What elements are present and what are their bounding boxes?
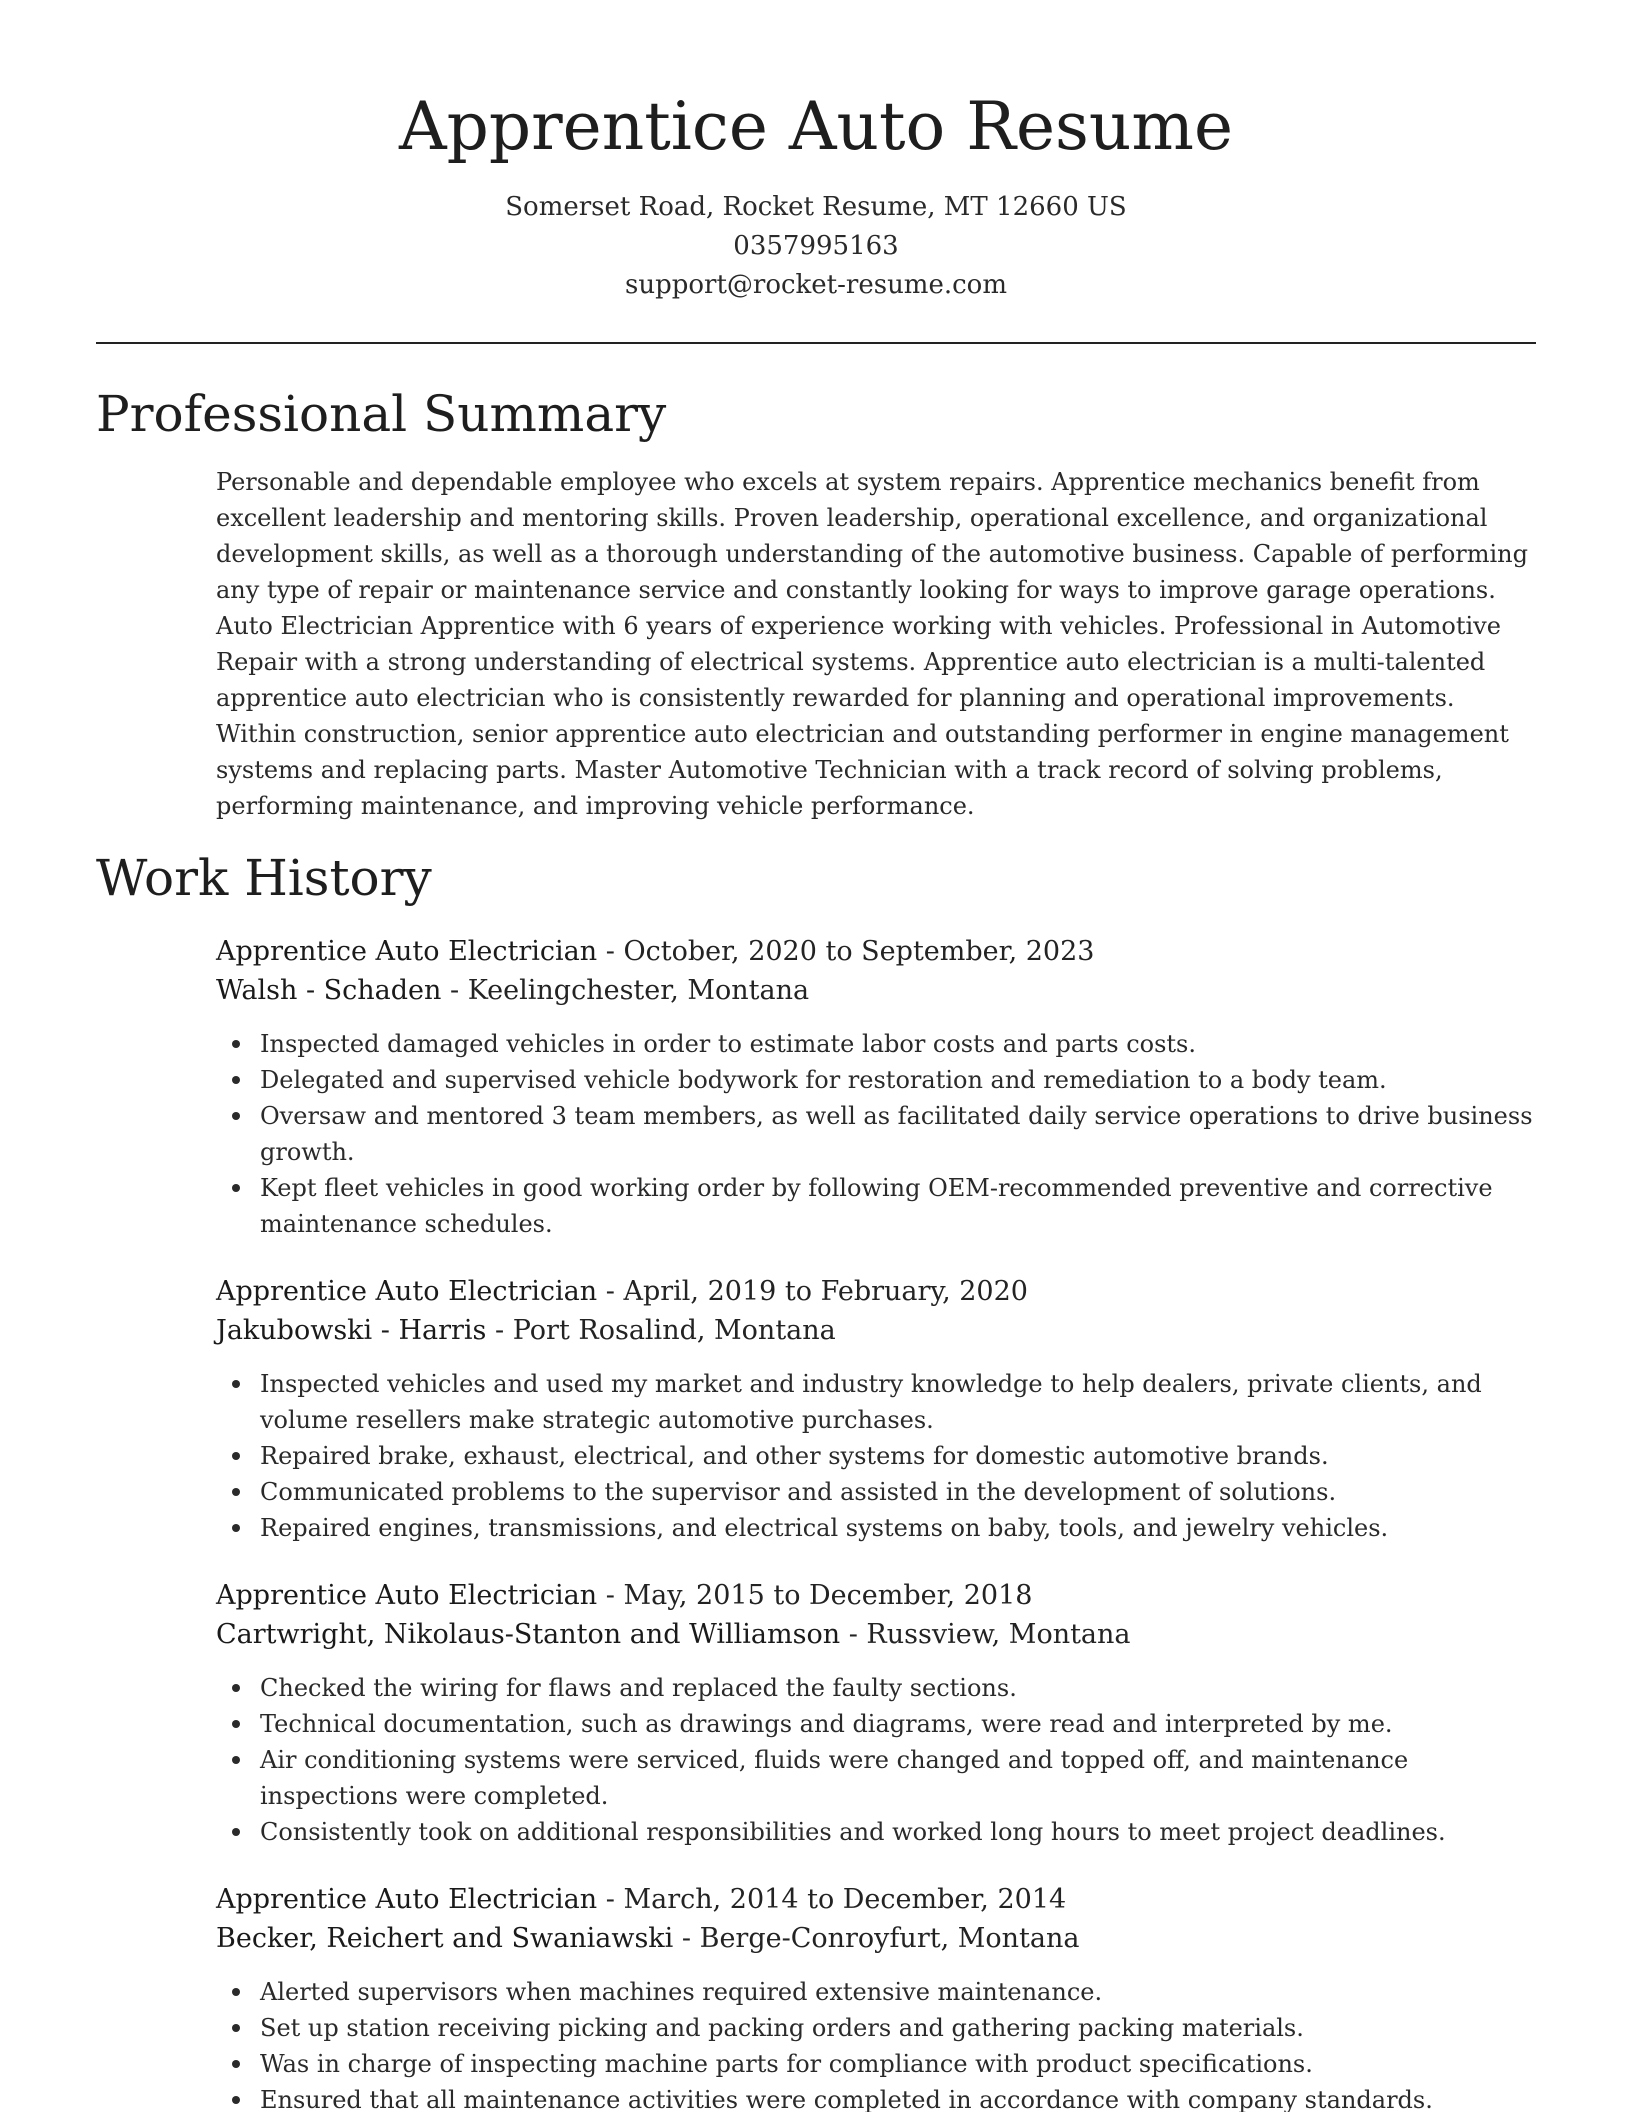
job-entry: [216, 1576, 1536, 1850]
summary-heading: Professional Summary: [96, 385, 667, 443]
job-role: Apprentice Auto Electrician: [216, 1884, 598, 1915]
job-role-line: [216, 932, 1536, 971]
job-bullet: Inspected vehicles and used my market and industry knowledge to help dealers, private clients, and volume resellers make strategic automotive purchases.: [216, 1366, 1536, 1438]
job-role: Apprentice Auto Electrician: [216, 1276, 598, 1307]
separator: -: [597, 1580, 624, 1611]
job-company-line: [216, 1615, 1536, 1654]
job-role-line: [216, 1272, 1536, 1311]
job-bullets: [216, 1670, 1536, 1850]
job-dates: May, 2015 to December, 2018: [623, 1580, 1033, 1611]
job-bullet: Inspected damaged vehicles in order to estimate labor costs and parts costs.: [216, 1026, 1536, 1062]
job-role: Apprentice Auto Electrician: [216, 936, 598, 967]
resume-title: Apprentice Auto Resume: [398, 88, 1234, 165]
job-bullet: Set up station receiving picking and packing orders and gathering packing materials.: [216, 2010, 1536, 2046]
job-bullet: Repaired engines, transmissions, and electrical systems on baby, tools, and jewelry vehicles.: [216, 1510, 1536, 1546]
job-dates: April, 2019 to February, 2020: [623, 1276, 1028, 1307]
separator: -: [597, 1276, 624, 1307]
job-bullet: Ensured that all maintenance activities were completed in accordance with company standards.: [216, 2082, 1536, 2112]
job-company: Becker, Reichert and Swaniawski: [216, 1923, 674, 1954]
separator: -: [441, 975, 468, 1006]
job-role: Apprentice Auto Electrician: [216, 1580, 598, 1611]
summary-text: Personable and dependable employee who excels at system repairs. Apprentice mechanics benefit from excellent leadership and mentoring skills. Proven leadership, operational excellence, and organizational development skills, as well as a thorough understanding of the automotive business. Capable of performing any type of repair or maintenance service and constantly looking for ways to improve garage operations. Auto Electrician Apprentice with 6 years of experience working with vehicles. Professional in Automotive Repair with a strong understanding of electrical systems. Apprentice auto electrician is a multi-talented apprentice auto electrician who is consistently rewarded for planning and operational improvements. Within construction, senior apprentice auto electrician and outstanding performer in engine management systems and replacing parts. Master Automotive Technician with a track record of solving problems, performing maintenance, and improving vehicle performance.: [216, 468, 1528, 820]
contact-address: Somerset Road, Rocket Resume, MT 12660 US: [505, 192, 1127, 222]
job-location: Russview, Montana: [866, 1619, 1131, 1650]
job-role-line: [216, 1576, 1536, 1615]
job-dates: October, 2020 to September, 2023: [623, 936, 1095, 967]
job-bullets: [216, 1026, 1536, 1242]
job-company-line: [216, 1311, 1536, 1350]
job-location: Keelingchester, Montana: [467, 975, 810, 1006]
separator: -: [486, 1315, 513, 1346]
job-bullet: Was in charge of inspecting machine parts for compliance with product specifications.: [216, 2046, 1536, 2082]
work-history-heading: Work History: [96, 849, 432, 907]
job-company: Cartwright, Nikolaus-Stanton and Williamson: [216, 1619, 841, 1650]
job-entry: [216, 1272, 1536, 1546]
separator: -: [840, 1619, 867, 1650]
separator: -: [673, 1923, 700, 1954]
job-company-line: [216, 1919, 1536, 1958]
job-bullet: Communicated problems to the supervisor and assisted in the development of solutions.: [216, 1474, 1536, 1510]
job-bullets: [216, 1366, 1536, 1546]
job-location: Berge-Conroyfurt, Montana: [699, 1923, 1080, 1954]
job-dates: March, 2014 to December, 2014: [623, 1884, 1067, 1915]
job-location: Port Rosalind, Montana: [512, 1315, 836, 1346]
resume-header: [0, 86, 1632, 305]
job-bullet: Alerted supervisors when machines required extensive maintenance.: [216, 1974, 1536, 2010]
job-bullet: Repaired brake, exhaust, electrical, and other systems for domestic automotive brands.: [216, 1438, 1536, 1474]
job-role-line: [216, 1880, 1536, 1919]
header-divider: [96, 342, 1536, 344]
job-bullet: Checked the wiring for flaws and replaced the faulty sections.: [216, 1670, 1536, 1706]
job-bullet: Technical documentation, such as drawings and diagrams, were read and interpreted by me.: [216, 1706, 1536, 1742]
resume-body: [96, 378, 1536, 2112]
job-bullet: Oversaw and mentored 3 team members, as well as facilitated daily service operations to drive business growth.: [216, 1098, 1536, 1170]
contact-email: support@rocket-resume.com: [624, 270, 1007, 300]
contact-block: [0, 188, 1632, 305]
job-bullet: Delegated and supervised vehicle bodywork for restoration and remediation to a body team.: [216, 1062, 1536, 1098]
job-entry: [216, 1880, 1536, 2112]
contact-phone: 0357995163: [733, 231, 899, 261]
job-bullets: [216, 1974, 1536, 2112]
job-company-line: [216, 971, 1536, 1010]
separator: -: [597, 1884, 624, 1915]
job-company: Walsh - Schaden: [216, 975, 442, 1006]
job-company: Jakubowski - Harris: [216, 1315, 487, 1346]
job-bullet: Consistently took on additional responsibilities and worked long hours to meet project deadlines.: [216, 1814, 1536, 1850]
job-entry: [216, 932, 1536, 1242]
job-bullet: Air conditioning systems were serviced, fluids were changed and topped off, and maintenance inspections were completed.: [216, 1742, 1536, 1814]
job-bullet: Kept fleet vehicles in good working order by following OEM-recommended preventive and corrective maintenance schedules.: [216, 1170, 1536, 1242]
separator: -: [597, 936, 624, 967]
